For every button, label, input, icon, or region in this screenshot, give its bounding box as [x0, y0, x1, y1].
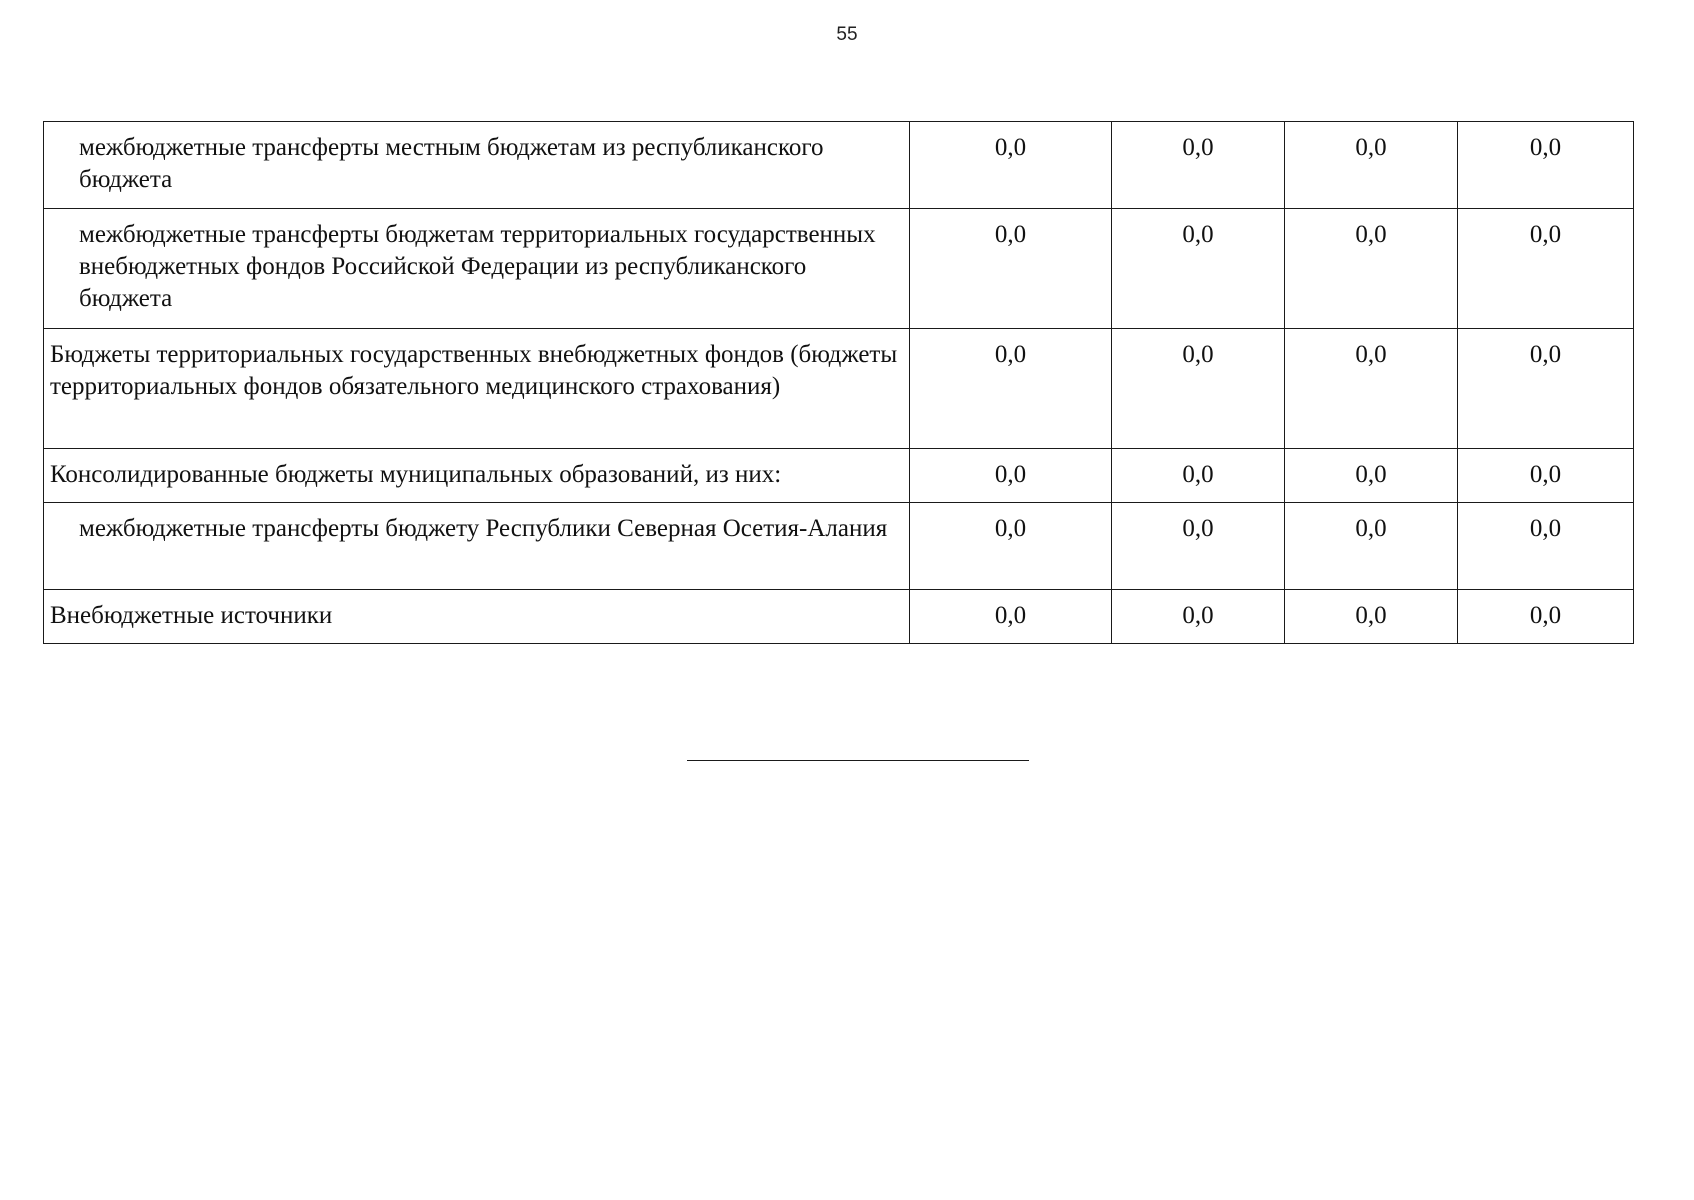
row-label: межбюджетные трансферты местным бюджетам из республиканского бюджета [44, 122, 910, 209]
row-value: 0,0 [910, 503, 1112, 590]
row-value: 0,0 [1285, 122, 1458, 209]
budget-table [43, 121, 1634, 644]
row-value: 0,0 [910, 122, 1112, 209]
row-value: 0,0 [1112, 503, 1285, 590]
row-value: 0,0 [1112, 209, 1285, 329]
row-value: 0,0 [1112, 122, 1285, 209]
row-value: 0,0 [1458, 449, 1634, 503]
row-label: межбюджетные трансферты бюджету Республики Северная Осетия-Алания [44, 503, 910, 590]
row-value: 0,0 [1285, 209, 1458, 329]
table-row [44, 449, 1634, 503]
row-value: 0,0 [1458, 329, 1634, 449]
row-value: 0,0 [910, 449, 1112, 503]
row-label: Внебюджетные источники [44, 590, 910, 644]
table-row [44, 503, 1634, 590]
table-row [44, 329, 1634, 449]
row-value: 0,0 [1112, 329, 1285, 449]
row-value: 0,0 [910, 209, 1112, 329]
row-value: 0,0 [910, 329, 1112, 449]
end-divider [687, 760, 1029, 761]
row-value: 0,0 [1285, 590, 1458, 644]
row-value: 0,0 [910, 590, 1112, 644]
row-value: 0,0 [1285, 329, 1458, 449]
row-value: 0,0 [1458, 590, 1634, 644]
row-value: 0,0 [1112, 590, 1285, 644]
table-row [44, 590, 1634, 644]
row-value: 0,0 [1458, 209, 1634, 329]
row-label: межбюджетные трансферты бюджетам территориальных государственных внебюджетных фондов Российской Федерации из республиканского бюджета [44, 209, 910, 329]
row-value: 0,0 [1458, 122, 1634, 209]
page-number: 55 [836, 24, 858, 45]
row-label: Бюджеты территориальных государственных внебюджетных фондов (бюджеты территориальных фондов обязательного медицинского страхования) [44, 329, 910, 449]
row-value: 0,0 [1458, 503, 1634, 590]
table-row [44, 209, 1634, 329]
row-value: 0,0 [1112, 449, 1285, 503]
row-label: Консолидированные бюджеты муниципальных образований, из них: [44, 449, 910, 503]
row-value: 0,0 [1285, 503, 1458, 590]
row-value: 0,0 [1285, 449, 1458, 503]
table-row [44, 122, 1634, 209]
